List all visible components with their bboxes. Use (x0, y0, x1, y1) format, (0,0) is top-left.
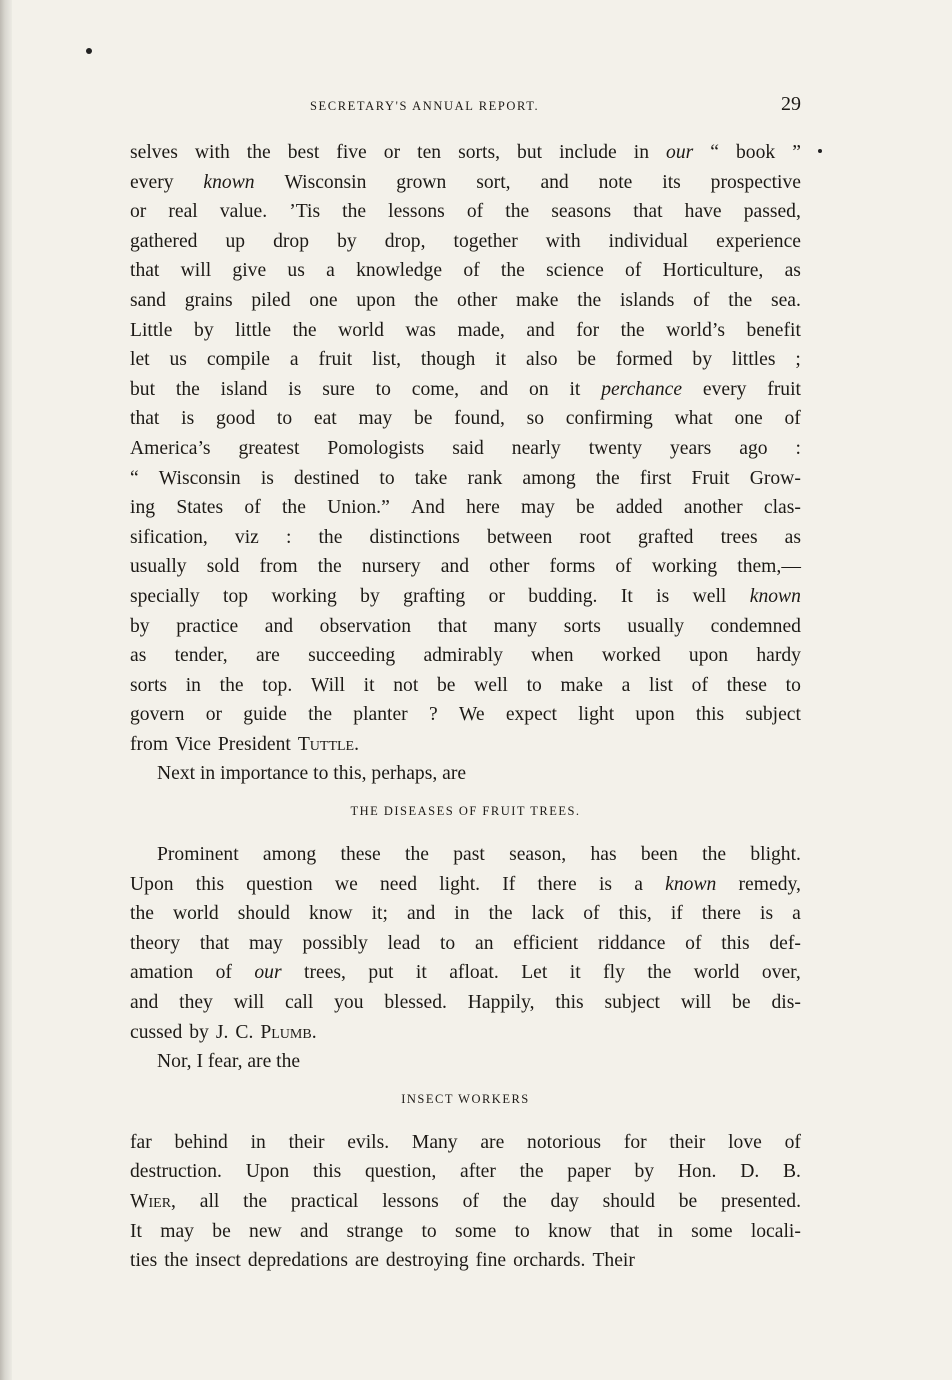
text-line: sorts in the top. Will it not be well to make a list of these to (130, 674, 801, 696)
body-text (130, 138, 801, 1276)
text-line: and they will call you blessed. Happily, this subject will be dis- (130, 992, 801, 1014)
paragraph-nor-i-fear: Nor, I fear, are the (157, 1051, 301, 1073)
text-line: the world should know it; and in the lack of this, if there is a (130, 903, 801, 925)
paragraph-continued (130, 138, 801, 759)
heading-diseases-of-fruit-trees: THE DISEASES OF FRUIT TREES. (350, 804, 581, 819)
text-line: Upon this question we need light. If there is a known remedy, (130, 873, 801, 895)
text-line: gathered up drop by drop, together with individual experience (130, 230, 801, 252)
text-line: amation of our trees, put it afloat. Let it fly the world over, (130, 962, 801, 984)
text-line: sand grains piled one upon the other make the islands of the sea. (130, 289, 801, 311)
text-line: theory that may possibly lead to an efficient riddance of this def- (130, 932, 801, 954)
text-line: every known Wisconsin grown sort, and note its prospective (130, 171, 801, 193)
text-line: usually sold from the nursery and other forms of working them,— (130, 556, 801, 578)
text-line: that is good to eat may be found, so confirming what one of (130, 408, 801, 430)
text-line: from Vice President Tuttle. (130, 733, 360, 755)
text-line: govern or guide the planter ? We expect light upon this subject (130, 704, 801, 726)
page-binding-edge (0, 0, 12, 1380)
text-line: or real value. ’Tis the lessons of the seasons that have passed, (130, 201, 801, 223)
text-line: as tender, are succeeding admirably when worked upon hardy (130, 645, 801, 667)
text-line: specially top working by grafting or budding. It is well known (130, 585, 801, 607)
ink-speck (86, 48, 92, 54)
ink-speck (818, 149, 822, 153)
paragraph-next-in-importance: Next in importance to this, perhaps, are (157, 763, 467, 785)
text-line: by practice and observation that many sorts usually condemned (130, 615, 801, 637)
paragraph-insect-evils (130, 1128, 801, 1276)
text-line: ing States of the Union.” And here may be added another clas- (130, 497, 801, 519)
text-line: cussed by J. C. Plumb. (130, 1021, 317, 1043)
running-head (130, 90, 801, 124)
text-line: but the island is sure to come, and on it perchance every fruit (130, 378, 801, 400)
text-line: far behind in their evils. Many are notorious for their love of (130, 1131, 801, 1153)
text-line: destruction. Upon this question, after the paper by Hon. D. B. (130, 1161, 801, 1183)
page-number: 29 (781, 93, 801, 115)
text-line: ties the insect depredations are destroying fine orchards. Their (130, 1250, 635, 1272)
text-line: It may be new and strange to some to know that in some locali- (130, 1220, 801, 1242)
text-line: let us compile a fruit list, though it also be formed by littles ; (130, 349, 801, 371)
heading-insect-workers: INSECT WORKERS (401, 1091, 530, 1106)
running-title: SECRETARY'S ANNUAL REPORT. (310, 99, 540, 113)
text-line: Little by little the world was made, and for the world’s benefit (130, 319, 801, 341)
paragraph-blight (130, 840, 801, 1047)
text-line: Wier, all the practical lessons of the day should be presented. (130, 1191, 801, 1212)
text-line: that will give us a knowledge of the science of Horticulture, as (130, 260, 801, 282)
book-page (130, 90, 801, 1276)
text-line: sification, viz : the distinctions between root grafted trees as (130, 526, 801, 548)
text-line: America’s greatest Pomologists said nearly twenty years ago : (130, 437, 801, 459)
text-line: Prominent among these the past season, has been the blight. (157, 844, 801, 866)
text-line: “ Wisconsin is destined to take rank among the first Fruit Grow- (130, 467, 801, 489)
text-line: selves with the best five or ten sorts, but include in our “ book ” (130, 142, 801, 163)
